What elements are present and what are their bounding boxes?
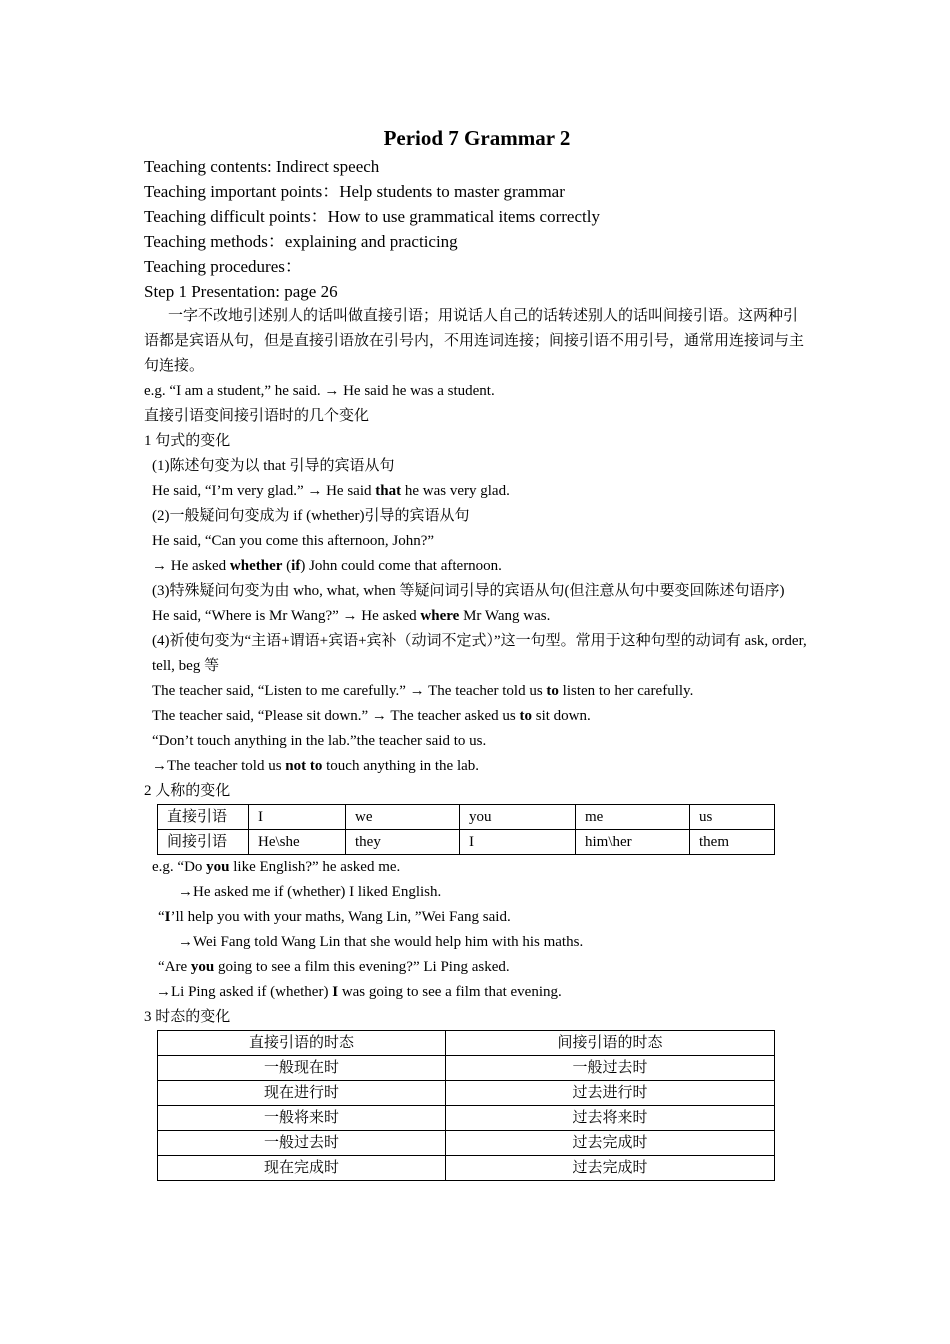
table-cell: 过去完成时 <box>446 1131 775 1156</box>
keyword: you <box>190 959 215 975</box>
table-cell: 一般过去时 <box>446 1056 775 1081</box>
table-cell: 过去将来时 <box>446 1106 775 1131</box>
table-cell: 一般现在时 <box>158 1056 446 1081</box>
text-run: he was very glad. <box>401 483 510 499</box>
teaching-procedures: Teaching procedures： <box>144 257 302 276</box>
person-example-2 <box>144 905 810 930</box>
teaching-difficult-points: Teaching difficult points：How to use grammatical items correctly <box>144 207 600 226</box>
rule2-title: (2)一般疑问句变成为 if (whether)引导的宾语从句 <box>152 508 470 524</box>
table-row <box>158 830 775 855</box>
rule2-example-direct: He said, “Can you come this afternoon, John?” <box>152 533 435 549</box>
step1-heading: Step 1 Presentation: page 26 <box>144 282 338 301</box>
table-cell: we <box>346 805 460 830</box>
text-run: →Li Ping asked if (whether) <box>156 984 333 1000</box>
rule3-title: (3)特殊疑问句变为由 who, what, when 等疑问词引导的宾语从句(但注意从句中要变回陈述句语序) <box>152 583 785 599</box>
text-run: listen to her carefully. <box>558 683 694 699</box>
table-cell: I <box>460 830 576 855</box>
table-cell: 过去进行时 <box>446 1081 775 1106</box>
text-run: He said, “I’m very glad.” → He said <box>152 483 376 499</box>
intro-example: e.g. “I am a student,” he said. → He said he was a student. <box>144 383 495 399</box>
keyword: that <box>375 483 402 499</box>
text-run: e.g. “Do <box>152 859 207 875</box>
text-run: like English?” he asked me. <box>229 859 401 875</box>
text-run: “ <box>158 909 165 925</box>
table-cell: me <box>576 805 690 830</box>
person-example-3 <box>144 955 810 980</box>
rule3-example <box>144 604 810 629</box>
table-cell: him\her <box>576 830 690 855</box>
person-example-2-answer: →Wei Fang told Wang Lin that she would help him with his maths. <box>178 934 584 950</box>
text-run: →The teacher told us <box>152 758 286 774</box>
tense-change-table <box>157 1030 775 1181</box>
rule4-example-2 <box>144 704 810 729</box>
text-run: ) John could come that afternoon. <box>300 558 502 574</box>
rule4-example-3: “Don’t touch anything in the lab.”the teacher said to us. <box>152 733 487 749</box>
section2-heading: 2 人称的变化 <box>144 783 231 799</box>
keyword: where <box>420 608 460 624</box>
rule1-title: (1)陈述句变为以 that 引导的宾语从句 <box>152 458 395 474</box>
keyword: you <box>206 859 230 875</box>
table-cell: 现在进行时 <box>158 1081 446 1106</box>
rule4-title: (4)祈使句变为“主语+谓语+宾语+宾补（动词不定式）”这一句型。常用于这种句型的动词有 ask, order, tell, beg 等 <box>152 633 807 674</box>
intro-paragraph: 一字不改地引述别人的话叫做直接引语；用说话人自己的话转述别人的话叫间接引语。这两种引语都是宾语从句，但是直接引语放在引号内，不用连词连接；间接引语不用引号，通常用连接词与主句连接。 <box>144 308 805 374</box>
table-cell: them <box>690 830 775 855</box>
text-run: “Are <box>158 959 191 975</box>
text-run: was going to see a film that evening. <box>338 984 562 1000</box>
table-cell: they <box>346 830 460 855</box>
table-cell: 过去完成时 <box>446 1156 775 1181</box>
person-change-table <box>157 804 775 855</box>
keyword: whether <box>229 558 283 574</box>
table-cell: 直接引语 <box>158 805 249 830</box>
text-run: ’ll help you with your maths, Wang Lin, ”Wei Fang said. <box>170 909 511 925</box>
keyword: not to <box>285 758 323 774</box>
changes-heading: 直接引语变间接引语时的几个变化 <box>144 408 370 424</box>
table-cell: I <box>249 805 346 830</box>
table-cell: 间接引语 <box>158 830 249 855</box>
table-cell: 一般将来时 <box>158 1106 446 1131</box>
table-cell: 间接引语的时态 <box>446 1031 775 1056</box>
text-run: touch anything in the lab. <box>322 758 480 774</box>
table-row <box>158 1056 775 1081</box>
section1-heading: 1 句式的变化 <box>144 433 231 449</box>
table-row <box>158 805 775 830</box>
text-run: going to see a film this evening?” Li Ping asked. <box>214 959 510 975</box>
rule4-example-4 <box>144 754 810 779</box>
keyword: I <box>164 909 171 925</box>
section3-heading: 3 时态的变化 <box>144 1009 231 1025</box>
teaching-important-points: Teaching important points：Help students to master grammar <box>144 182 565 201</box>
table-row <box>158 1031 775 1056</box>
teaching-contents: Teaching contents: Indirect speech <box>144 157 380 176</box>
table-cell: 现在完成时 <box>158 1156 446 1181</box>
rule4-example-1 <box>144 679 810 704</box>
table-row <box>158 1156 775 1181</box>
table-row <box>158 1081 775 1106</box>
table-row <box>158 1131 775 1156</box>
table-row <box>158 1106 775 1131</box>
keyword: to <box>546 683 559 699</box>
keyword: to <box>519 708 532 724</box>
text-run: Mr Wang was. <box>459 608 551 624</box>
table-cell: He\she <box>249 830 346 855</box>
person-example-1 <box>144 855 810 880</box>
teaching-methods: Teaching methods：explaining and practicing <box>144 232 458 251</box>
rule1-example <box>144 479 810 504</box>
text-run: sit down. <box>532 708 591 724</box>
document-title: Period 7 Grammar 2 <box>383 126 571 150</box>
text-run: → He asked <box>152 558 230 574</box>
keyword: if <box>291 558 301 574</box>
text-run: The teacher said, “Please sit down.” → The teacher asked us <box>152 708 520 724</box>
rule2-example-indirect <box>144 554 810 579</box>
person-example-1-answer: →He asked me if (whether) I liked English. <box>178 884 442 900</box>
table-cell: you <box>460 805 576 830</box>
keyword: I <box>332 984 339 1000</box>
document-page <box>144 122 810 1181</box>
text-run: The teacher said, “Listen to me carefully.” → The teacher told us <box>152 683 547 699</box>
table-cell: us <box>690 805 775 830</box>
text-run: He said, “Where is Mr Wang?” → He asked <box>152 608 421 624</box>
text-run: ( <box>282 558 292 574</box>
table-cell: 一般过去时 <box>158 1131 446 1156</box>
table-cell: 直接引语的时态 <box>158 1031 446 1056</box>
person-example-3-answer <box>144 980 810 1005</box>
